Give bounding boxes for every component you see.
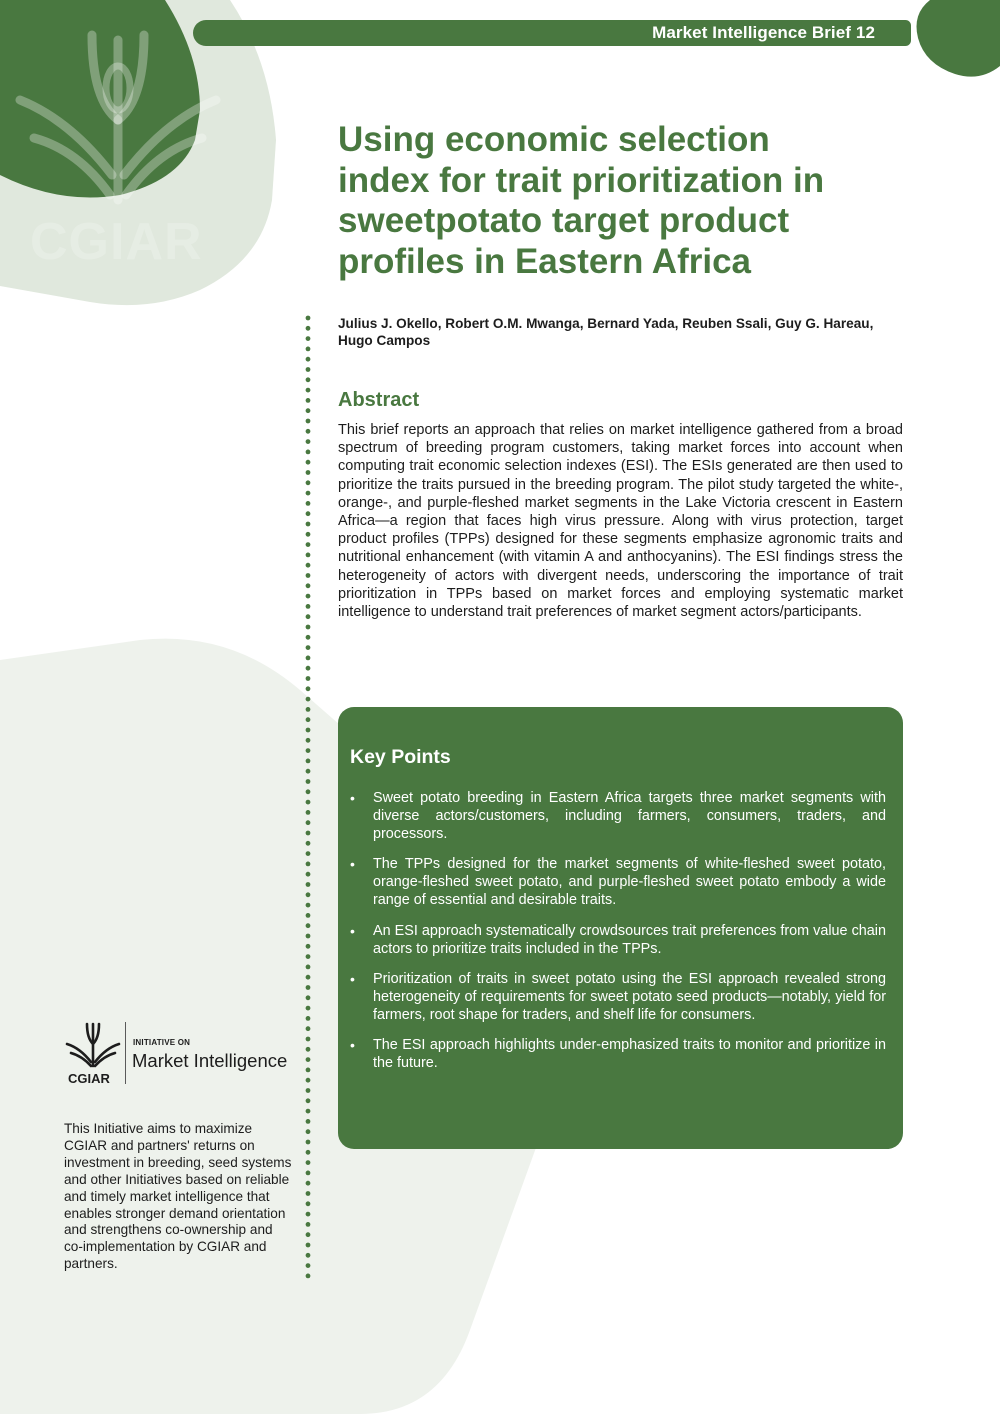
divider-dot <box>306 1119 311 1124</box>
divider-dot <box>306 1129 311 1134</box>
key-point-item <box>350 789 886 843</box>
divider-dot <box>306 511 311 516</box>
divider-dot <box>306 1274 311 1279</box>
divider-dot <box>306 759 311 764</box>
divider-dot <box>306 573 311 578</box>
initiative-logo <box>62 1020 302 1090</box>
initiative-description: This Initiative aims to maximize CGIAR and partners' returns on investment in breeding, seed systems and other Initiatives based on reliable and timely market intelligence that enables stronger demand orientation and strengthens co-ownership and co-implementation by CGIAR and partners. <box>64 1121 292 1272</box>
divider-dot <box>306 408 311 413</box>
divider-dot <box>306 1181 311 1186</box>
key-points-list <box>350 789 886 1084</box>
cgiar-logo-label: CGIAR <box>68 1071 110 1086</box>
divider-dot <box>306 841 311 846</box>
divider-dot <box>306 1088 311 1093</box>
divider-dot <box>306 1016 311 1021</box>
divider-dot <box>306 892 311 897</box>
divider-dot <box>306 831 311 836</box>
divider-dot <box>306 604 311 609</box>
key-point-text: Prioritization of traits in sweet potato using the ESI approach revealed strong heterogeneity of requirements for sweet potato seed products—notably, yield for farmers, root shape for traders, and shelf life for consumers. <box>373 970 886 1023</box>
divider-dot <box>306 480 311 485</box>
divider-dot <box>306 1006 311 1011</box>
divider-dot <box>306 975 311 980</box>
divider-dot <box>306 717 311 722</box>
divider-dot <box>306 800 311 805</box>
brief-header-bar <box>193 20 911 46</box>
key-point-text: The TPPs designed for the market segments of white-fleshed sweet potato, orange-fleshed sweet potato, and purple-fleshed sweet potato embody a wide range of essential and desirable traits. <box>373 856 886 909</box>
divider-dot <box>306 1098 311 1103</box>
key-point-text: An ESI approach systematically crowdsources trait preferences from value chain actors to prioritize traits included in the TPPs. <box>373 922 886 957</box>
abstract-body: This brief reports an approach that relies on market intelligence gathered from a broad spectrum of breeding program customers, taking market forces into account when computing trait economic selection indexes (ESI). The ESIs generated are then used to prioritize the traits pursued in the breeding program. The pilot study targeted the white-, orange-, and purple-fleshed market segments in the Lake Victoria crescent in Eastern Africa—a region that faces high virus pressure. Along with virus protection, target product profiles (TPPs) designed for these segments emphasize agronomic traits and nutritional enhancement (with vitamin A and anthocyanins). The ESI findings stress the heterogeneity of actors with divergent needs, underscoring the importance of trait prioritization in TPPs based on market forces and employing systematic market intelligence to understand trait preferences of market segment actors/participants. <box>338 422 903 621</box>
divider-dot <box>306 851 311 856</box>
top-right-green-shape <box>917 0 1000 77</box>
divider-dot <box>306 1140 311 1145</box>
divider-dot <box>306 583 311 588</box>
divider-dot <box>306 779 311 784</box>
divider-dot <box>306 1068 311 1073</box>
bullet-icon: • <box>350 922 355 939</box>
divider-dot <box>306 1201 311 1206</box>
divider-dot <box>306 1150 311 1155</box>
divider-dot <box>306 563 311 568</box>
divider-dot <box>306 1191 311 1196</box>
divider-dot <box>306 439 311 444</box>
divider-dot <box>306 656 311 661</box>
divider-dot <box>306 553 311 558</box>
divider-dot <box>306 748 311 753</box>
divider-dot <box>306 1047 311 1052</box>
bullet-icon: • <box>350 790 355 806</box>
divider-dot <box>306 645 311 650</box>
divider-dot <box>306 862 311 867</box>
divider-dot <box>306 450 311 455</box>
divider-dot <box>306 460 311 465</box>
divider-dot <box>306 1057 311 1062</box>
divider-dot <box>306 635 311 640</box>
dotted-divider <box>300 310 316 1290</box>
cgiar-watermark-text: CGIAR <box>30 213 203 271</box>
divider-dot <box>306 686 311 691</box>
divider-dot <box>306 1037 311 1042</box>
divider-dot <box>306 1171 311 1176</box>
divider-dot <box>306 377 311 382</box>
divider-dot <box>306 810 311 815</box>
authors-list: Julius J. Okello, Robert O.M. Mwanga, Bernard Yada, Reuben Ssali, Guy G. Hareau, Hugo Campos <box>338 316 874 348</box>
divider-dot <box>306 470 311 475</box>
divider-dot <box>306 944 311 949</box>
logo-divider <box>125 1022 126 1084</box>
bullet-icon: • <box>350 1037 355 1054</box>
brief-label: Market Intelligence Brief 12 <box>652 23 875 42</box>
divider-dot <box>306 789 311 794</box>
key-point-item <box>350 922 886 958</box>
bullet-icon: • <box>350 970 355 987</box>
bullet-icon: • <box>350 856 355 873</box>
divider-dot <box>306 676 311 681</box>
divider-dot <box>306 697 311 702</box>
initiative-on-label: INITIATIVE ON <box>133 1038 191 1047</box>
key-point-text: Sweet potato breeding in Eastern Africa targets three market segments with diverse actors/customers, including farmers, consumers, traders, and processors. <box>373 790 886 843</box>
initiative-name: Market Intelligence <box>132 1050 288 1071</box>
divider-dot <box>306 326 311 331</box>
divider-dot <box>306 501 311 506</box>
divider-dot <box>306 1253 311 1258</box>
key-points-heading: Key Points <box>350 746 451 768</box>
divider-dot <box>306 1160 311 1165</box>
divider-dot <box>306 954 311 959</box>
divider-dot <box>306 625 311 630</box>
divider-dot <box>306 522 311 527</box>
divider-dot <box>306 913 311 918</box>
divider-dot <box>306 336 311 341</box>
divider-dot <box>306 316 311 321</box>
key-point-item <box>350 855 886 909</box>
divider-dot <box>306 367 311 372</box>
divider-dot <box>306 594 311 599</box>
divider-dot <box>306 965 311 970</box>
divider-dot <box>306 1212 311 1217</box>
divider-dot <box>306 614 311 619</box>
divider-dot <box>306 1026 311 1031</box>
divider-dot <box>306 532 311 537</box>
divider-dot <box>306 820 311 825</box>
key-point-text: The ESI approach highlights under-emphasized traits to monitor and prioritize in the future. <box>373 1037 886 1072</box>
key-point-item <box>350 970 886 1024</box>
divider-dot <box>306 1222 311 1227</box>
divider-dot <box>306 1109 311 1114</box>
cgiar-small-logo-icon <box>64 1020 122 1070</box>
divider-dot <box>306 429 311 434</box>
divider-dot <box>306 666 311 671</box>
divider-dot <box>306 738 311 743</box>
divider-dot <box>306 985 311 990</box>
divider-dot <box>306 398 311 403</box>
divider-dot <box>306 728 311 733</box>
divider-dot <box>306 1263 311 1268</box>
page-title: Using economic selection index for trait prioritization in sweetpotato target product profiles in Eastern Africa <box>338 120 825 281</box>
divider-dot <box>306 1232 311 1237</box>
divider-dot <box>306 923 311 928</box>
abstract-heading: Abstract <box>338 389 420 411</box>
divider-dot <box>306 1243 311 1248</box>
divider-dot <box>306 542 311 547</box>
divider-dot <box>306 347 311 352</box>
divider-dot <box>306 882 311 887</box>
divider-dot <box>306 995 311 1000</box>
divider-dot <box>306 419 311 424</box>
key-point-item <box>350 1036 886 1072</box>
key-points-box <box>338 707 903 1149</box>
divider-dot <box>306 491 311 496</box>
divider-dot <box>306 934 311 939</box>
divider-dot <box>306 903 311 908</box>
divider-dot <box>306 707 311 712</box>
divider-dot <box>306 872 311 877</box>
divider-dot <box>306 388 311 393</box>
divider-dot <box>306 1078 311 1083</box>
divider-dot <box>306 357 311 362</box>
divider-dot <box>306 769 311 774</box>
